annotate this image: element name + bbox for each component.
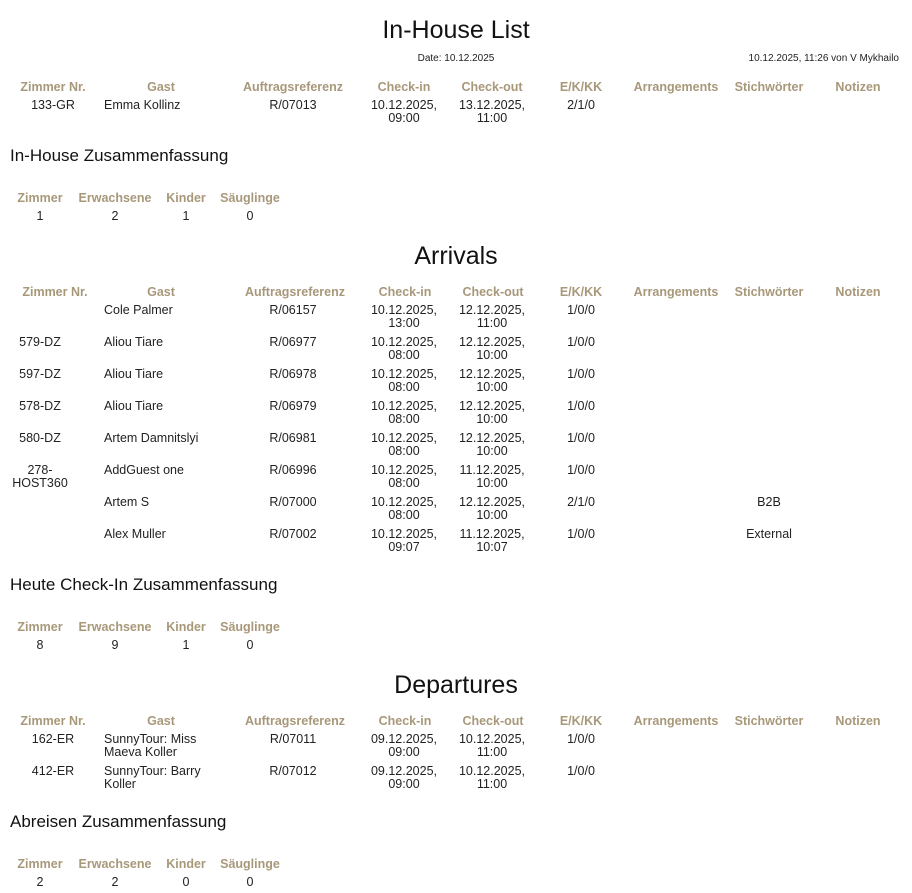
ekk-cell: 1/0/0: [567, 399, 595, 413]
summary-rooms-header: Zimmer: [17, 191, 63, 205]
checkin-cell: 10.12.2025, 09:00: [370, 98, 438, 125]
summary-adults-value: 2: [111, 875, 119, 889]
col-arrangements-header: Arrangements: [633, 714, 719, 728]
checkin-cell: 10.12.2025, 08:00: [370, 335, 438, 362]
guest-cell: SunnyTour: Barry Koller: [104, 764, 201, 791]
reference-cell: R/06157: [269, 303, 317, 317]
col-notes-header: Notizen: [835, 714, 881, 728]
col-keywords-header: Stichwörter: [734, 80, 804, 94]
checkin-cell: 10.12.2025, 09:07: [370, 527, 438, 554]
col-guest-header: Gast: [147, 714, 175, 728]
checkout-cell: 10.12.2025, 11:00: [458, 764, 526, 791]
checkout-cell: 12.12.2025, 10:00: [458, 335, 526, 362]
col-arrangements-header: Arrangements: [633, 80, 719, 94]
inhouse-summary-title: In-House Zusammenfassung: [10, 146, 229, 165]
reference-cell: R/06977: [269, 335, 317, 349]
reference-cell: R/07000: [269, 495, 317, 509]
ekk-cell: 1/0/0: [567, 431, 595, 445]
summary-rooms-value: 1: [36, 209, 44, 223]
guest-cell: Aliou Tiare: [104, 367, 164, 381]
reference-cell: R/06981: [269, 431, 317, 445]
col-ekk-header: E/K/KK: [559, 714, 603, 728]
col-checkout-header: Check-out: [462, 714, 524, 728]
guest-cell: Aliou Tiare: [104, 399, 164, 413]
ekk-cell: 1/0/0: [567, 527, 595, 541]
keyword-cell: External: [746, 527, 792, 541]
col-room-header: Zimmer Nr.: [20, 80, 86, 94]
col-guest-header: Gast: [147, 80, 175, 94]
guest-cell: Artem Damnitslyi: [104, 431, 199, 445]
summary-adults-value: 9: [111, 638, 119, 652]
col-checkout-header: Check-out: [462, 285, 524, 299]
col-notes-header: Notizen: [835, 285, 881, 299]
col-ekk-header: E/K/KK: [559, 80, 603, 94]
summary-infants-header: Säuglinge: [220, 191, 280, 205]
room-cell: 597-DZ: [19, 367, 61, 381]
reference-cell: R/07011: [269, 732, 317, 746]
col-reference-header: Auftragsreferenz: [244, 714, 346, 728]
room-cell: 133-GR: [31, 98, 75, 112]
reference-cell: R/07013: [269, 98, 317, 112]
guest-cell: Cole Palmer: [104, 303, 173, 317]
checkout-cell: 10.12.2025, 11:00: [458, 732, 526, 759]
checkin-cell: 10.12.2025, 08:00: [370, 463, 438, 490]
checkin-cell: 10.12.2025, 08:00: [370, 367, 438, 394]
summary-rooms-value: 8: [36, 638, 44, 652]
summary-children-header: Kinder: [166, 191, 206, 205]
col-ekk-header: E/K/KK: [559, 285, 603, 299]
room-cell: 580-DZ: [19, 431, 61, 445]
reference-cell: R/06979: [269, 399, 317, 413]
summary-rooms-value: 2: [36, 875, 44, 889]
ekk-cell: 1/0/0: [567, 335, 595, 349]
summary-children-value: 1: [182, 638, 190, 652]
summary-adults-value: 2: [111, 209, 119, 223]
guest-cell: Artem S: [104, 495, 150, 509]
col-guest-header: Gast: [147, 285, 175, 299]
col-keywords-header: Stichwörter: [734, 285, 804, 299]
col-reference-header: Auftragsreferenz: [242, 80, 344, 94]
summary-adults-header: Erwachsene: [78, 620, 152, 634]
report-date: Date: 10.12.2025: [417, 53, 495, 64]
page-title: In-House List: [382, 16, 530, 44]
departures-summary-title: Abreisen Zusammenfassung: [10, 812, 227, 831]
guest-cell: AddGuest one: [104, 463, 184, 477]
col-checkout-header: Check-out: [461, 80, 523, 94]
summary-children-value: 0: [182, 875, 190, 889]
generated-info: 10.12.2025, 11:26 von V Mykhailo: [748, 53, 899, 64]
col-reference-header: Auftragsreferenz: [244, 285, 346, 299]
checkout-cell: 12.12.2025, 10:00: [458, 399, 526, 426]
summary-infants-header: Säuglinge: [220, 620, 280, 634]
col-checkin-header: Check-in: [378, 285, 432, 299]
reference-cell: R/06996: [269, 463, 317, 477]
room-cell: 278- HOST360: [12, 463, 68, 490]
guest-cell: Aliou Tiare: [104, 335, 164, 349]
summary-adults-header: Erwachsene: [78, 191, 152, 205]
col-room-header: Zimmer Nr.: [22, 285, 88, 299]
summary-rooms-header: Zimmer: [17, 857, 63, 871]
col-notes-header: Notizen: [835, 80, 881, 94]
summary-infants-header: Säuglinge: [220, 857, 280, 871]
arrivals-summary-title: Heute Check-In Zusammenfassung: [10, 575, 278, 594]
summary-infants-value: 0: [246, 875, 254, 889]
keyword-cell: B2B: [757, 495, 781, 509]
ekk-cell: 2/1/0: [567, 98, 595, 112]
checkout-cell: 13.12.2025, 11:00: [458, 98, 526, 125]
checkout-cell: 11.12.2025, 10:07: [459, 527, 525, 554]
checkout-cell: 12.12.2025, 10:00: [458, 495, 526, 522]
summary-adults-header: Erwachsene: [78, 857, 152, 871]
summary-children-value: 1: [182, 209, 190, 223]
checkin-cell: 10.12.2025, 08:00: [370, 431, 438, 458]
checkin-cell: 10.12.2025, 08:00: [370, 495, 438, 522]
summary-infants-value: 0: [246, 209, 254, 223]
checkin-cell: 10.12.2025, 13:00: [370, 303, 438, 330]
col-checkin-header: Check-in: [378, 714, 432, 728]
reference-cell: R/07002: [269, 527, 317, 541]
arrivals-title: Arrivals: [414, 242, 498, 270]
guest-cell: Alex Muller: [104, 527, 166, 541]
reference-cell: R/07012: [269, 764, 317, 778]
ekk-cell: 1/0/0: [567, 764, 595, 778]
checkout-cell: 12.12.2025, 10:00: [458, 431, 526, 458]
checkout-cell: 12.12.2025, 10:00: [458, 367, 526, 394]
ekk-cell: 1/0/0: [567, 367, 595, 381]
checkin-cell: 10.12.2025, 08:00: [370, 399, 438, 426]
departures-title: Departures: [394, 671, 518, 699]
checkin-cell: 09.12.2025, 09:00: [370, 764, 438, 791]
ekk-cell: 2/1/0: [567, 495, 595, 509]
checkout-cell: 11.12.2025, 10:00: [459, 463, 525, 490]
guest-cell: Emma Kollinz: [104, 98, 181, 112]
room-cell: 412-ER: [31, 764, 75, 778]
ekk-cell: 1/0/0: [567, 463, 595, 477]
room-cell: 162-ER: [31, 732, 75, 746]
summary-infants-value: 0: [246, 638, 254, 652]
col-keywords-header: Stichwörter: [734, 714, 804, 728]
col-checkin-header: Check-in: [377, 80, 431, 94]
col-arrangements-header: Arrangements: [633, 285, 719, 299]
reference-cell: R/06978: [269, 367, 317, 381]
checkout-cell: 12.12.2025, 11:00: [458, 303, 526, 330]
summary-children-header: Kinder: [166, 857, 206, 871]
ekk-cell: 1/0/0: [567, 303, 595, 317]
summary-children-header: Kinder: [166, 620, 206, 634]
col-room-header: Zimmer Nr.: [20, 714, 86, 728]
ekk-cell: 1/0/0: [567, 732, 595, 746]
checkin-cell: 09.12.2025, 09:00: [370, 732, 438, 759]
room-cell: 579-DZ: [19, 335, 61, 349]
room-cell: 578-DZ: [19, 399, 61, 413]
summary-rooms-header: Zimmer: [17, 620, 63, 634]
guest-cell: SunnyTour: Miss Maeva Koller: [104, 732, 197, 759]
